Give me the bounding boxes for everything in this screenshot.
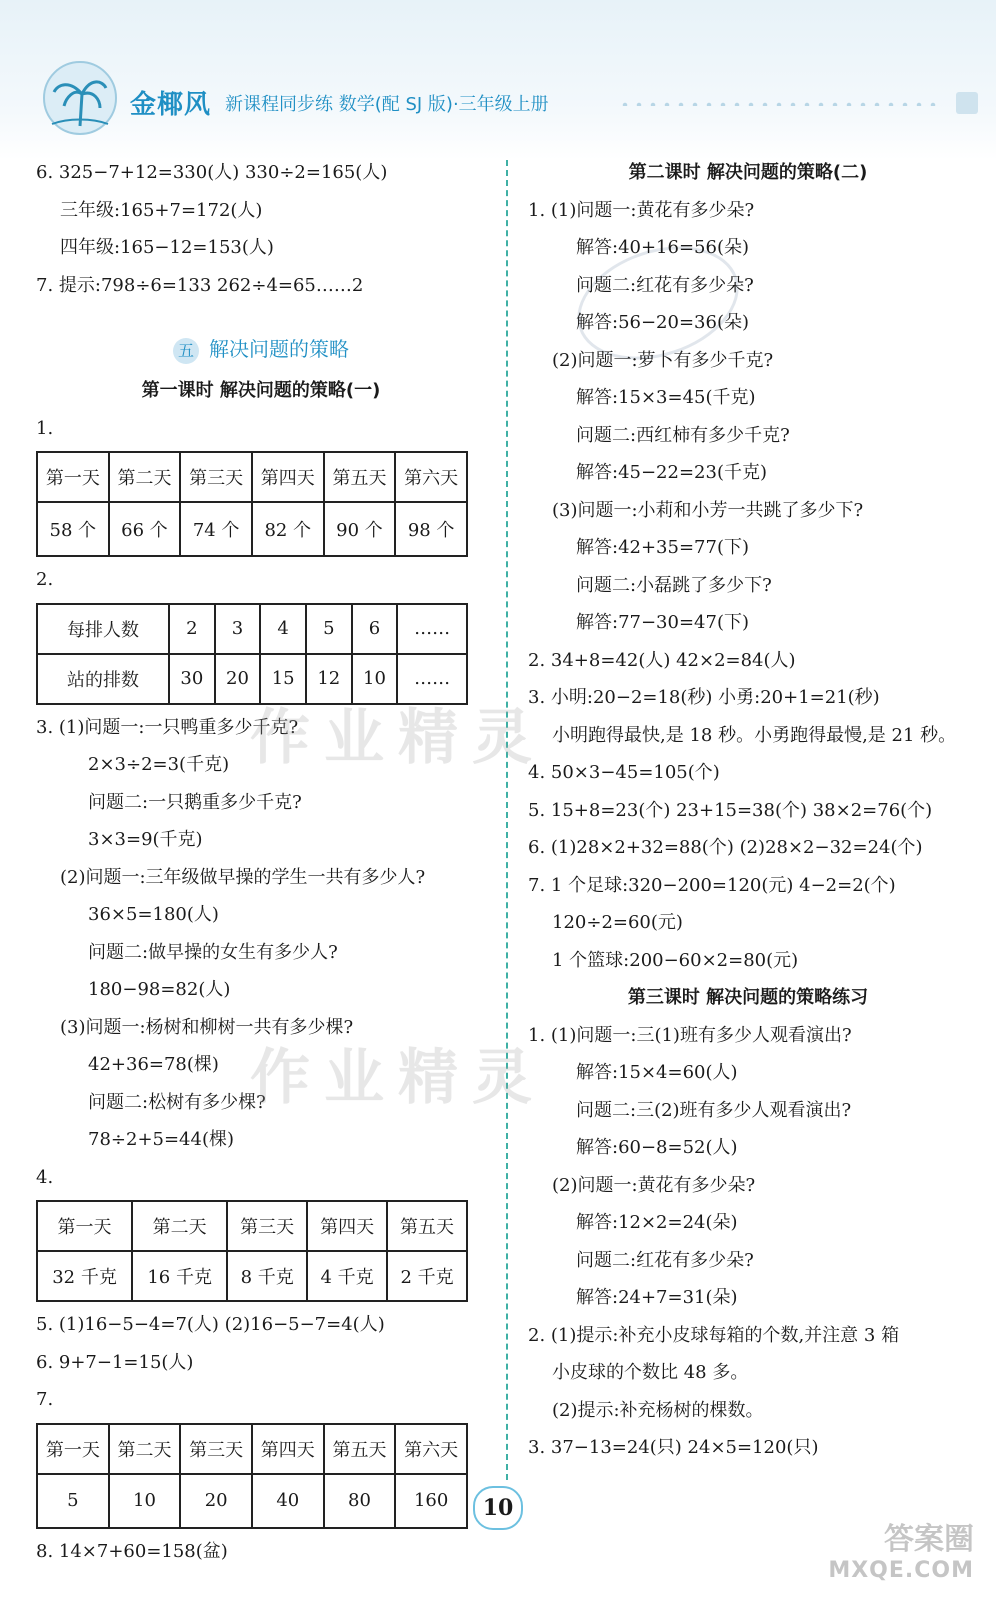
table-cell: 12	[306, 654, 352, 704]
answer-line: 解答:12×2=24(朵)	[576, 1212, 738, 1233]
table-days-weight	[36, 1200, 468, 1302]
table-row	[37, 604, 467, 654]
table-cell: 第三天	[180, 1424, 252, 1474]
table-cell: 每排人数	[37, 604, 169, 654]
table-cell: 第二天	[109, 1424, 181, 1474]
table-cell: 4	[260, 604, 306, 654]
header-corner-block	[956, 92, 978, 114]
table-row	[37, 502, 467, 556]
table-cell: 第二天	[132, 1201, 227, 1251]
answer-line: 解答:77−30=47(下)	[576, 612, 749, 633]
answer-line: 120÷2=60(元)	[552, 912, 683, 933]
answer-line: 180−98=82(人)	[88, 979, 231, 1000]
watermark: 作业精灵	[250, 1043, 546, 1113]
answer-line: 问题二:松树有多少棵?	[88, 1091, 266, 1113]
unit-title	[36, 326, 486, 372]
table-row	[37, 452, 467, 502]
answer-line: 6. (1)28×2+32=88(个) (2)28×2−32=24(个)	[528, 837, 923, 858]
table-days-count	[36, 451, 468, 557]
answer-line: 7. 1 个足球:320−200=120(元) 4−2=2(个)	[528, 874, 896, 896]
answer-line: 解答:45−22=23(千克)	[576, 462, 767, 483]
table-cell: 90 个	[324, 502, 396, 556]
answer-line: 7. 提示:798÷6=133 262÷4=65……2	[36, 274, 364, 296]
table-cell: 第一天	[37, 1424, 109, 1474]
table-cell: 15	[260, 654, 306, 704]
table-cell: 站的排数	[37, 654, 169, 704]
answer-line: 2×3÷2=3(千克)	[88, 754, 230, 775]
watermark: 作业精灵	[250, 703, 546, 773]
answer-line: (2)提示:补充杨树的棵数。	[552, 1399, 764, 1421]
right-column	[528, 154, 968, 1467]
table-cell: ……	[397, 654, 467, 704]
column-divider	[506, 160, 508, 1480]
table-cell: 第三天	[227, 1201, 307, 1251]
answer-line: (2)问题一:黄花有多少朵?	[552, 1174, 756, 1196]
table-row	[37, 1474, 467, 1528]
answer-line: 6. 9+7−1=15(人)	[36, 1351, 194, 1373]
answer-line: 36×5=180(人)	[88, 904, 219, 925]
table-cell: 第四天	[307, 1201, 387, 1251]
footer-url: MXQE.COM	[828, 1558, 974, 1583]
table-cell: 80	[324, 1474, 396, 1528]
table-cell: 20	[215, 654, 261, 704]
answer-line: 5. (1)16−5−4=7(人) (2)16−5−7=4(人)	[36, 1314, 385, 1335]
answer-line: (3)问题一:小莉和小芳一共跳了多少下?	[552, 499, 864, 521]
table-cell: 98 个	[395, 502, 467, 556]
table-cell: 4 千克	[307, 1251, 387, 1301]
lesson-title: 第三课时 解决问题的策略练习	[627, 987, 869, 1008]
left-column	[36, 154, 486, 1570]
table-cell: 第五天	[387, 1201, 467, 1251]
answer-line: 4. 50×3−45=105(个)	[528, 762, 720, 783]
lesson-title: 第二课时 解决问题的策略(二)	[628, 162, 868, 183]
table-cell: 2 千克	[387, 1251, 467, 1301]
answer-line: 四年级:165−12=153(人)	[60, 237, 274, 258]
answer-line: 小皮球的个数比 48 多。	[552, 1362, 749, 1383]
table-cell: ……	[397, 604, 467, 654]
answer-line: 3×3=9(千克)	[88, 829, 203, 850]
page-number	[458, 1480, 538, 1540]
answer-line: 解答:60−8=52(人)	[576, 1137, 738, 1158]
table-row	[37, 1251, 467, 1301]
unit-badge: 五	[173, 338, 199, 364]
series-title: 新课程同步练 数学(配 SJ 版)·三年级上册	[225, 94, 549, 115]
question-label: 4.	[36, 1166, 54, 1188]
footer-watermark: 答案圈	[884, 1522, 974, 1557]
answer-line: 6. 325−7+12=330(人) 330÷2=165(人)	[36, 162, 388, 183]
table-cell: 第二天	[109, 452, 181, 502]
table-cell: 20	[180, 1474, 252, 1528]
answer-line: 问题二:西红柿有多少千克?	[576, 424, 790, 446]
palm-tree-logo-icon	[40, 58, 120, 138]
table-cell: 10	[352, 654, 398, 704]
answer-line: 解答:40+16=56(朵)	[576, 237, 749, 258]
table-cell: 160	[395, 1474, 467, 1528]
brand-name: 金椰风	[130, 90, 212, 120]
answer-line: 问题二:红花有多少朵?	[576, 1249, 754, 1271]
question-label: 1.	[36, 417, 54, 439]
answer-line: 问题二:红花有多少朵?	[576, 274, 754, 296]
answer-line: 解答:42+35=77(下)	[576, 537, 749, 558]
table-cell: 58 个	[37, 502, 109, 556]
table-cell: 第四天	[252, 452, 324, 502]
question-label: 7.	[36, 1389, 54, 1410]
table-cell: 第一天	[37, 1201, 132, 1251]
answer-line: 8. 14×7+60=158(盆)	[36, 1540, 228, 1562]
table-cell: 第五天	[324, 452, 396, 502]
table-cell: 第六天	[395, 1424, 467, 1474]
table-cell: 第六天	[395, 452, 467, 502]
answer-line: 2. 34+8=42(人) 42×2=84(人)	[528, 649, 796, 671]
table-cell: 5	[37, 1474, 109, 1528]
header-band	[0, 0, 996, 160]
lesson-title: 第一课时 解决问题的策略(一)	[141, 380, 381, 401]
answer-line: 解答:15×4=60(人)	[576, 1062, 738, 1083]
answer-line: 42+36=78(棵)	[88, 1054, 219, 1075]
table-cell: 66 个	[109, 502, 181, 556]
answer-line: 解答:24+7=31(朵)	[576, 1287, 738, 1308]
answer-line: 问题二:小磊跳了多少下?	[576, 574, 772, 596]
answer-line: 问题二:一只鹅重多少千克?	[88, 791, 302, 813]
table-cell: 30	[169, 654, 215, 704]
answer-line: 78÷2+5=44(棵)	[88, 1129, 235, 1150]
answer-line: 3. 37−13=24(只) 24×5=120(只)	[528, 1437, 819, 1458]
answer-line: 问题二:做早操的女生有多少人?	[88, 941, 338, 963]
table-row	[37, 1201, 467, 1251]
page-number-value: 10	[473, 1486, 523, 1530]
answer-line: (2)问题一:萝卜有多少千克?	[552, 349, 774, 371]
answer-line: (3)问题一:杨树和柳树一共有多少棵?	[60, 1016, 354, 1038]
answer-line: 小明跑得最快,是 18 秒。小勇跑得最慢,是 21 秒。	[552, 724, 957, 746]
table-days-doubling	[36, 1423, 468, 1529]
table-cell: 6	[352, 604, 398, 654]
answer-line: 2. (1)提示:补充小皮球每箱的个数,并注意 3 箱	[528, 1324, 900, 1346]
answer-line: 3. 小明:20−2=18(秒) 小勇:20+1=21(秒)	[528, 687, 880, 708]
unit-title-text: 解决问题的策略	[209, 337, 349, 361]
table-cell: 2	[169, 604, 215, 654]
question-label: 2.	[36, 569, 54, 590]
answer-line: (2)问题一:三年级做早操的学生一共有多少人?	[60, 866, 426, 888]
answer-line: 5. 15+8=23(个) 23+15=38(个) 38×2=76(个)	[528, 799, 933, 821]
header-dots	[618, 102, 943, 106]
table-cell: 74 个	[180, 502, 252, 556]
table-cell: 第三天	[180, 452, 252, 502]
answer-line: 解答:56−20=36(朵)	[576, 312, 749, 333]
table-cell: 3	[215, 604, 261, 654]
table-cell: 40	[252, 1474, 324, 1528]
answer-line: 解答:15×3=45(千克)	[576, 387, 756, 408]
answer-line: 1 个篮球:200−60×2=80(元)	[552, 949, 799, 971]
answer-line: 3. (1)问题一:一只鸭重多少千克?	[36, 716, 299, 738]
answer-line: 三年级:165+7=172(人)	[60, 199, 263, 221]
table-cell: 16 千克	[132, 1251, 227, 1301]
table-cell: 第四天	[252, 1424, 324, 1474]
table-cell: 5	[306, 604, 352, 654]
answer-line: 1. (1)问题一:三(1)班有多少人观看演出?	[528, 1024, 852, 1046]
table-cell: 10	[109, 1474, 181, 1528]
table-cell: 8 千克	[227, 1251, 307, 1301]
table-row	[37, 1424, 467, 1474]
table-cell: 第一天	[37, 452, 109, 502]
answer-line: 1. (1)问题一:黄花有多少朵?	[528, 199, 755, 221]
table-cell: 第五天	[324, 1424, 396, 1474]
table-cell: 82 个	[252, 502, 324, 556]
table-cell: 32 千克	[37, 1251, 132, 1301]
answer-line: 问题二:三(2)班有多少人观看演出?	[576, 1099, 852, 1121]
